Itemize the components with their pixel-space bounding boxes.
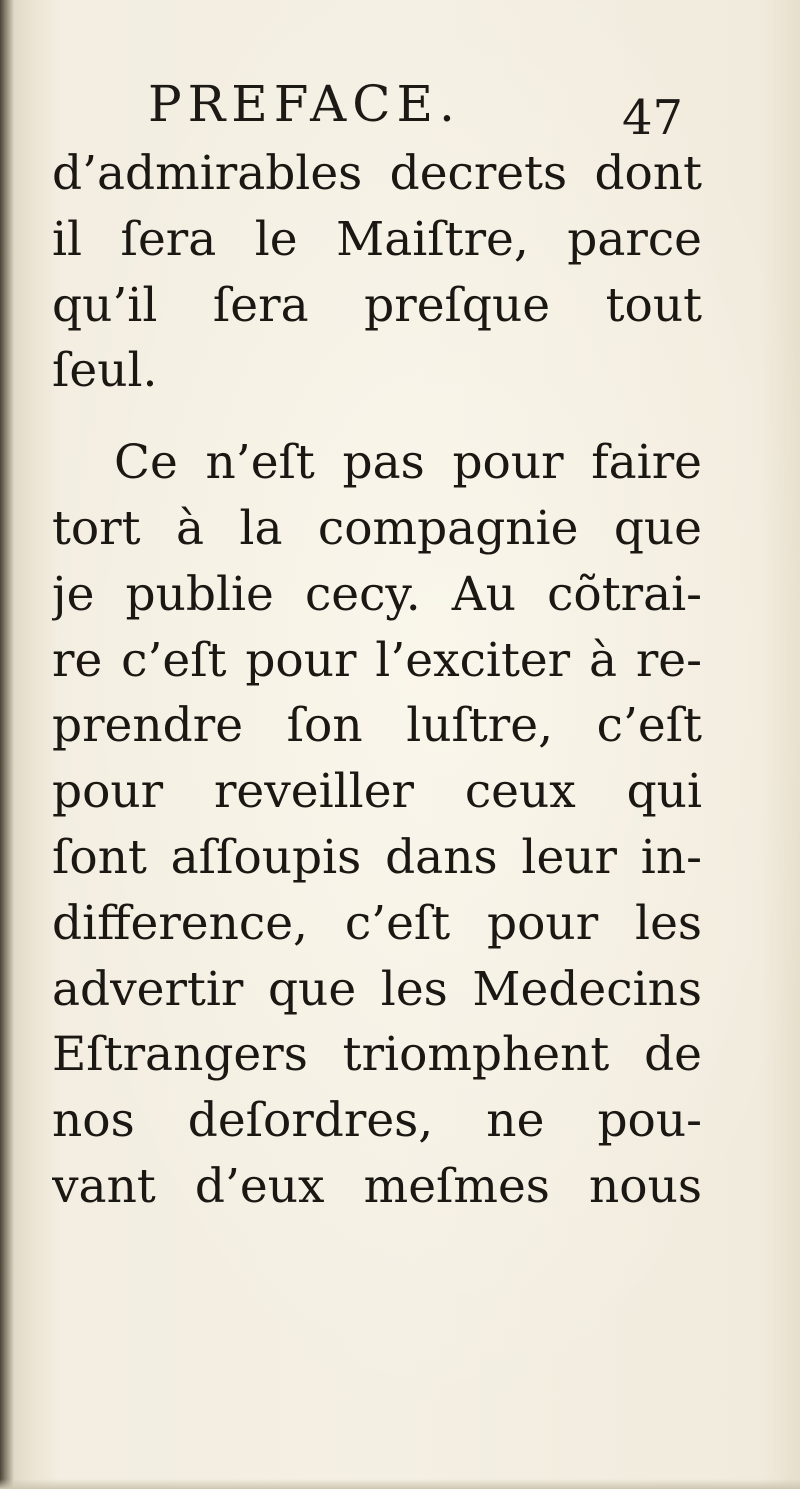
text-line: pour reveiller ceux qui (52, 764, 702, 820)
running-title: PREFACE. (148, 75, 461, 133)
paragraph-2 (52, 430, 702, 1220)
text-line: advertir que les Medecins (52, 961, 702, 1017)
text-line: prendre ſon luſtre, c’eſt (52, 698, 702, 754)
page-number: 47 (622, 90, 684, 146)
text-line: je publie cecy. Au cõtrai- (52, 566, 702, 622)
body-text (52, 141, 702, 1220)
text-line: vant d’eux meſmes nous (52, 1158, 702, 1214)
text-line: nos deſordres, ne pou- (52, 1093, 702, 1149)
running-head (0, 70, 800, 150)
text-line: difference, c’eſt pour les (52, 895, 702, 951)
page-gutter-shadow (0, 0, 14, 1489)
text-line: il ſera le Maiſtre, parce (52, 211, 702, 267)
text-line: ſont aſſoupis dans leur in- (52, 829, 702, 885)
text-line: Ce n’eſt pas pour faire (114, 435, 702, 491)
text-line: tort à la compagnie que (52, 500, 702, 556)
paragraph-gap (52, 404, 702, 430)
text-line: d’admirables decrets dont (52, 146, 702, 201)
text-line: ſeul. (52, 343, 158, 399)
page-bottom-edge (0, 1479, 800, 1489)
text-line: qu’il ſera preſque tout (52, 277, 702, 333)
paragraph-1 (52, 141, 702, 404)
text-line: re c’eſt pour l’exciter à re- (52, 632, 702, 688)
text-line: Eſtrangers triomphent de (52, 1027, 702, 1083)
